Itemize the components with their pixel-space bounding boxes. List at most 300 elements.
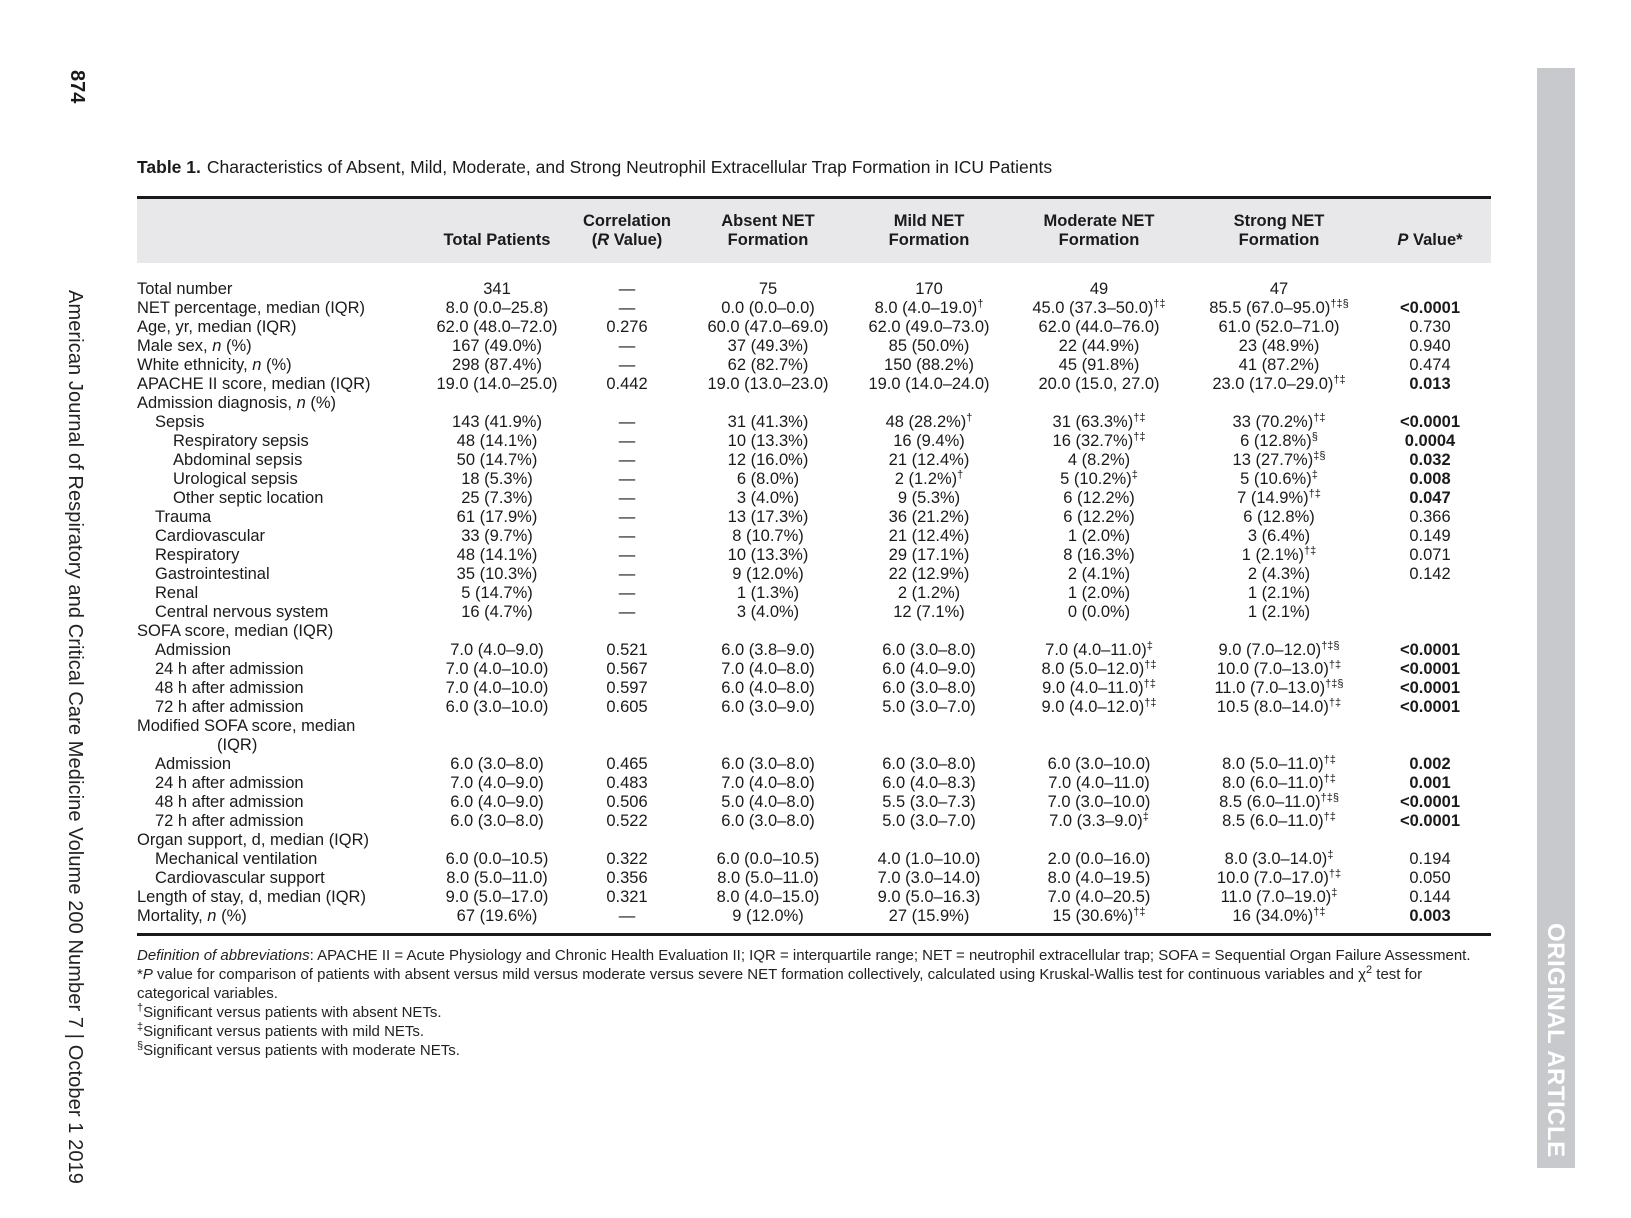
cell-strong-net xyxy=(1189,869,1369,888)
cell-mild-net xyxy=(849,280,1009,299)
cell-absent-net xyxy=(687,584,849,603)
journal-citation: American Journal of Respiratory and Critical Care Medicine Volume 200 Number 7 | October 1 2019 xyxy=(64,290,86,1185)
cell-absent-net xyxy=(687,660,849,679)
row-label-part: Admission xyxy=(155,641,232,659)
table-row xyxy=(137,660,1491,679)
cell-absent-net xyxy=(687,812,849,831)
cell-correlation-value: 0.605 xyxy=(606,698,648,716)
table-row xyxy=(137,356,1491,375)
cell-mild-net xyxy=(849,850,1009,869)
table-footnotes xyxy=(137,946,1497,1060)
cell-strong-net-value: 8.0 (6.0–11.0) xyxy=(1222,774,1324,792)
cell-p-value-value: 0.003 xyxy=(1409,907,1451,925)
row-label-text xyxy=(137,831,369,849)
cell-strong-net xyxy=(1189,508,1369,527)
table-row xyxy=(137,774,1491,793)
cell-absent-net-value: 12 (16.0%) xyxy=(727,451,809,469)
significance-marker: †‡ xyxy=(1133,431,1146,443)
cell-p-value-value: 0.940 xyxy=(1409,337,1451,355)
cell-strong-net xyxy=(1189,774,1369,793)
cell-moderate-net-value: 7.0 (4.0–11.0) xyxy=(1045,641,1147,659)
row-label-italic: n xyxy=(212,337,222,355)
cell-p-value-value: 0.050 xyxy=(1409,869,1451,887)
cell-total-patients-value: 6.0 (3.0–10.0) xyxy=(445,698,549,716)
row-label xyxy=(137,755,427,774)
cell-correlation xyxy=(567,888,687,907)
cell-strong-net xyxy=(1189,698,1369,717)
cell-p-value xyxy=(1369,432,1491,451)
significance-marker: †‡ xyxy=(1323,811,1336,823)
cell-correlation xyxy=(567,318,687,337)
header-p-value: P Value* xyxy=(1397,231,1463,249)
cell-mild-net-value: 21 (12.4%) xyxy=(888,527,970,545)
cell-p-value-value: 0.194 xyxy=(1409,850,1451,868)
cell-absent-net xyxy=(687,565,849,584)
cell-strong-net xyxy=(1189,356,1369,375)
row-label-part: Respiratory xyxy=(155,546,240,564)
cell-absent-net xyxy=(687,717,849,755)
cell-total-patients-value: 7.0 (4.0–10.0) xyxy=(445,660,549,678)
row-label-text xyxy=(137,622,333,640)
cell-total-patients-value: 8.0 (5.0–11.0) xyxy=(446,869,548,887)
cell-absent-net-value: 0.0 (0.0–0.0) xyxy=(721,299,815,317)
cell-correlation-value: 0.356 xyxy=(606,869,648,887)
cell-correlation-value: — xyxy=(618,413,636,431)
cell-correlation-value: 0.465 xyxy=(606,755,648,773)
row-label-text xyxy=(137,489,323,507)
cell-mild-net xyxy=(849,470,1009,489)
cell-correlation-value: 0.567 xyxy=(606,660,648,678)
cell-mild-net xyxy=(849,812,1009,831)
row-label-text xyxy=(137,413,205,431)
row-label xyxy=(137,793,427,812)
significance-marker: †‡ xyxy=(1133,906,1146,918)
cell-strong-net xyxy=(1189,850,1369,869)
cell-correlation xyxy=(567,812,687,831)
cell-total-patients-value: 5 (14.7%) xyxy=(461,584,533,602)
row-label-text xyxy=(137,698,304,716)
significance-marker: †‡ xyxy=(1328,697,1342,709)
cell-mild-net-value: 5.0 (3.0–7.0) xyxy=(882,812,976,830)
row-label-text xyxy=(137,774,304,792)
row-label-part: (%) xyxy=(261,356,292,374)
cell-strong-net xyxy=(1189,299,1369,318)
significance-marker: †‡ xyxy=(1144,659,1157,671)
cell-absent-net-value: 7.0 (4.0–8.0) xyxy=(721,660,815,678)
cell-mild-net xyxy=(849,869,1009,888)
cell-mild-net-value: 5.0 (3.0–7.0) xyxy=(882,698,976,716)
cell-p-value xyxy=(1369,641,1491,660)
row-label-part: Mortality, xyxy=(137,907,208,925)
row-label xyxy=(137,717,427,755)
table-row xyxy=(137,831,1491,850)
cell-moderate-net xyxy=(1009,603,1189,622)
cell-strong-net xyxy=(1189,337,1369,356)
cell-correlation-value: 0.521 xyxy=(606,641,648,659)
cell-absent-net xyxy=(687,888,849,907)
cell-absent-net xyxy=(687,641,849,660)
cell-absent-net-value: 60.0 (47.0–69.0) xyxy=(707,318,829,336)
cell-p-value-value: <0.0001 xyxy=(1399,793,1461,811)
significance-marker: ‡§ xyxy=(1313,450,1326,462)
row-label-part: Other septic location xyxy=(173,489,324,507)
cell-mild-net xyxy=(849,565,1009,584)
cell-p-value-value: <0.0001 xyxy=(1399,299,1461,317)
significance-marker: ‡ xyxy=(1142,811,1149,823)
cell-absent-net xyxy=(687,603,849,622)
cell-p-value xyxy=(1369,679,1491,698)
data-table xyxy=(137,280,1491,926)
table-row xyxy=(137,717,1491,755)
row-label-part: Trauma xyxy=(155,508,212,526)
cell-p-value-value: 0.047 xyxy=(1409,489,1451,507)
cell-strong-net-value: 23.0 (17.0–29.0) xyxy=(1212,375,1334,393)
cell-mild-net-value: 16 (9.4%) xyxy=(893,432,965,450)
row-label-text xyxy=(137,375,371,393)
cell-moderate-net-value: 7.0 (4.0–11.0) xyxy=(1048,774,1150,792)
row-label-text xyxy=(137,584,198,602)
row-label-part: Cardiovascular xyxy=(155,527,266,545)
cell-moderate-net-value: 20.0 (15.0, 27.0) xyxy=(1038,375,1160,393)
cell-absent-net xyxy=(687,831,849,850)
cell-p-value-value: 0.730 xyxy=(1409,318,1451,336)
row-label-text xyxy=(137,717,355,735)
cell-total-patients-value: 6.0 (3.0–8.0) xyxy=(450,755,544,773)
significance-marker: †‡§ xyxy=(1325,678,1344,690)
cell-moderate-net-value: 7.0 (3.0–10.0) xyxy=(1047,793,1151,811)
cell-total-patients xyxy=(427,679,567,698)
significance-marker: †‡§ xyxy=(1321,640,1340,652)
cell-absent-net-value: 13 (17.3%) xyxy=(727,508,809,526)
cell-correlation xyxy=(567,565,687,584)
cell-p-value xyxy=(1369,470,1491,489)
cell-correlation xyxy=(567,907,687,926)
cell-absent-net xyxy=(687,413,849,432)
table-row xyxy=(137,337,1491,356)
cell-moderate-net-value: 22 (44.9%) xyxy=(1058,337,1140,355)
cell-total-patients-value: 167 (49.0%) xyxy=(452,337,542,355)
cell-strong-net-value: 8.0 (3.0–14.0) xyxy=(1224,850,1328,868)
cell-p-value-value: <0.0001 xyxy=(1399,812,1461,830)
cell-absent-net-value: 31 (41.3%) xyxy=(727,413,809,431)
cell-correlation xyxy=(567,641,687,660)
cell-strong-net xyxy=(1189,318,1369,337)
cell-moderate-net xyxy=(1009,831,1189,850)
row-label-text xyxy=(137,641,231,659)
cell-absent-net xyxy=(687,375,849,394)
cell-absent-net-value: 37 (49.3%) xyxy=(727,337,809,355)
cell-absent-net xyxy=(687,774,849,793)
cell-total-patients-value: 19.0 (14.0–25.0) xyxy=(436,375,558,393)
cell-mild-net-value: 9 (5.3%) xyxy=(897,489,961,507)
cell-absent-net xyxy=(687,907,849,926)
cell-strong-net-value: 10.0 (7.0–13.0) xyxy=(1216,660,1329,678)
cell-strong-net-value: 1 (2.1%) xyxy=(1247,584,1311,602)
cell-strong-net-value: 2 (4.3%) xyxy=(1247,565,1311,583)
table-row xyxy=(137,451,1491,470)
cell-total-patients-value: 341 xyxy=(483,280,511,298)
cell-moderate-net-value: 62.0 (44.0–76.0) xyxy=(1038,318,1160,336)
cell-strong-net xyxy=(1189,603,1369,622)
row-label-part: Central nervous system xyxy=(155,603,329,621)
cell-strong-net xyxy=(1189,793,1369,812)
significance-marker: †‡ xyxy=(1153,298,1166,310)
row-label xyxy=(137,641,427,660)
cell-total-patients-value: 48 (14.1%) xyxy=(456,432,538,450)
row-label-italic: n xyxy=(296,394,306,412)
cell-absent-net-value: 6.0 (4.0–8.0) xyxy=(721,679,815,697)
cell-total-patients xyxy=(427,299,567,318)
row-label-part: Respiratory sepsis xyxy=(173,432,309,450)
cell-strong-net xyxy=(1189,622,1369,641)
cell-absent-net-value: 10 (13.3%) xyxy=(727,432,809,450)
cell-absent-net-value: 5.0 (4.0–8.0) xyxy=(721,793,815,811)
cell-total-patients-value: 33 (9.7%) xyxy=(461,527,533,545)
cell-p-value xyxy=(1369,508,1491,527)
cell-p-value xyxy=(1369,907,1491,926)
cell-correlation-value: — xyxy=(618,299,636,317)
cell-total-patients xyxy=(427,508,567,527)
row-label-part: (%) xyxy=(221,337,252,355)
table-row xyxy=(137,375,1491,394)
cell-p-value xyxy=(1369,698,1491,717)
cell-mild-net xyxy=(849,831,1009,850)
cell-absent-net xyxy=(687,679,849,698)
cell-moderate-net-value: 9.0 (4.0–11.0) xyxy=(1042,679,1144,697)
row-label xyxy=(137,679,427,698)
cell-absent-net xyxy=(687,850,849,869)
cell-total-patients xyxy=(427,717,567,755)
row-label xyxy=(137,831,427,850)
cell-total-patients xyxy=(427,413,567,432)
row-label-part: Total number xyxy=(137,280,233,298)
row-label-part: Length of stay, d, median (IQR) xyxy=(137,888,366,906)
cell-mild-net-value: 22 (12.9%) xyxy=(888,565,970,583)
cell-absent-net xyxy=(687,394,849,413)
cell-moderate-net-value: 45.0 (37.3–50.0) xyxy=(1032,299,1154,317)
row-label-text xyxy=(137,565,270,583)
cell-mild-net xyxy=(849,584,1009,603)
cell-absent-net xyxy=(687,546,849,565)
cell-absent-net xyxy=(687,318,849,337)
cell-p-value-value: 0.032 xyxy=(1409,451,1451,469)
cell-total-patients-value: 9.0 (5.0–17.0) xyxy=(445,888,549,906)
cell-correlation-value: — xyxy=(618,432,636,450)
row-label xyxy=(137,508,427,527)
table-row xyxy=(137,432,1491,451)
cell-mild-net xyxy=(849,413,1009,432)
row-label xyxy=(137,356,427,375)
row-label-text xyxy=(137,888,366,906)
cell-moderate-net xyxy=(1009,337,1189,356)
cell-total-patients-value: 18 (5.3%) xyxy=(461,470,533,488)
cell-moderate-net xyxy=(1009,375,1189,394)
cell-total-patients xyxy=(427,565,567,584)
row-label-text xyxy=(137,546,239,564)
row-label xyxy=(137,280,427,299)
table-title xyxy=(137,157,1052,178)
cell-strong-net xyxy=(1189,679,1369,698)
cell-p-value-value: <0.0001 xyxy=(1399,679,1461,697)
cell-strong-net xyxy=(1189,584,1369,603)
row-label-part: 48 h after admission xyxy=(155,679,304,697)
cell-p-value xyxy=(1369,546,1491,565)
row-label xyxy=(137,888,427,907)
cell-p-value xyxy=(1369,660,1491,679)
row-label xyxy=(137,527,427,546)
cell-p-value xyxy=(1369,356,1491,375)
cell-strong-net xyxy=(1189,755,1369,774)
cell-correlation-value: — xyxy=(618,356,636,374)
cell-correlation-value: 0.322 xyxy=(606,850,648,868)
cell-mild-net-value: 48 (28.2%) xyxy=(885,413,967,431)
cell-correlation xyxy=(567,394,687,413)
cell-correlation xyxy=(567,755,687,774)
row-label xyxy=(137,489,427,508)
cell-p-value xyxy=(1369,869,1491,888)
cell-absent-net-value: 19.0 (13.0–23.0) xyxy=(707,375,829,393)
row-label-continuation: (IQR) xyxy=(217,736,258,754)
cell-correlation-value: 0.483 xyxy=(606,774,648,792)
cell-strong-net xyxy=(1189,451,1369,470)
cell-total-patients xyxy=(427,451,567,470)
cell-moderate-net-value: 0 (0.0%) xyxy=(1067,603,1131,621)
cell-moderate-net xyxy=(1009,755,1189,774)
table-row xyxy=(137,470,1491,489)
cell-strong-net-value: 13 (27.7%) xyxy=(1232,451,1314,469)
cell-absent-net xyxy=(687,470,849,489)
cell-p-value xyxy=(1369,774,1491,793)
cell-moderate-net xyxy=(1009,888,1189,907)
cell-moderate-net xyxy=(1009,698,1189,717)
cell-absent-net-value: 6.0 (3.0–8.0) xyxy=(721,755,815,773)
cell-correlation xyxy=(567,356,687,375)
significance-marker: †‡ xyxy=(1313,906,1326,918)
table-row xyxy=(137,584,1491,603)
cell-correlation-value: — xyxy=(618,508,636,526)
cell-moderate-net xyxy=(1009,565,1189,584)
row-label xyxy=(137,394,427,413)
cell-total-patients xyxy=(427,793,567,812)
cell-correlation xyxy=(567,432,687,451)
header-strong-net: Strong NET Formation xyxy=(1233,212,1325,249)
cell-total-patients-value: 8.0 (0.0–25.8) xyxy=(445,299,549,317)
cell-mild-net-value: 6.0 (3.0–8.0) xyxy=(882,755,976,773)
cell-strong-net-value: 9.0 (7.0–12.0) xyxy=(1218,641,1322,659)
cell-correlation xyxy=(567,470,687,489)
cell-strong-net-value: 23 (48.9%) xyxy=(1238,337,1320,355)
cell-strong-net-value: 10.0 (7.0–17.0) xyxy=(1216,869,1329,887)
row-label-text xyxy=(137,299,365,317)
cell-moderate-net-value: 8 (16.3%) xyxy=(1063,546,1135,564)
row-label-part: Admission xyxy=(155,755,232,773)
cell-total-patients xyxy=(427,812,567,831)
cell-mild-net xyxy=(849,432,1009,451)
table-row xyxy=(137,318,1491,337)
cell-moderate-net xyxy=(1009,907,1189,926)
cell-total-patients xyxy=(427,432,567,451)
cell-moderate-net-value: 16 (32.7%) xyxy=(1052,432,1134,450)
significance-marker: ‡ xyxy=(1146,640,1153,652)
cell-strong-net-value: 6 (12.8%) xyxy=(1243,508,1315,526)
cell-total-patients-value: 6.0 (0.0–10.5) xyxy=(445,850,549,868)
row-label xyxy=(137,622,427,641)
cell-absent-net xyxy=(687,432,849,451)
cell-strong-net-value: 61.0 (52.0–71.0) xyxy=(1218,318,1340,336)
table-row xyxy=(137,641,1491,660)
cell-correlation xyxy=(567,508,687,527)
cell-strong-net-value: 1 (2.1%) xyxy=(1241,546,1305,564)
cell-moderate-net xyxy=(1009,869,1189,888)
row-label-part: Modified SOFA score, median xyxy=(137,717,356,735)
cell-p-value xyxy=(1369,489,1491,508)
cell-absent-net-value: 6.0 (3.8–9.0) xyxy=(721,641,815,659)
cell-p-value xyxy=(1369,413,1491,432)
cell-p-value xyxy=(1369,299,1491,318)
cell-absent-net xyxy=(687,451,849,470)
cell-correlation-value: 0.522 xyxy=(606,812,648,830)
cell-total-patients xyxy=(427,527,567,546)
cell-correlation-value: 0.276 xyxy=(606,318,648,336)
row-label xyxy=(137,546,427,565)
cell-correlation xyxy=(567,679,687,698)
cell-moderate-net xyxy=(1009,413,1189,432)
cell-total-patients xyxy=(427,584,567,603)
cell-total-patients xyxy=(427,831,567,850)
cell-p-value xyxy=(1369,755,1491,774)
cell-strong-net xyxy=(1189,432,1369,451)
row-label-text xyxy=(137,679,304,697)
cell-moderate-net-value: 1 (2.0%) xyxy=(1067,527,1131,545)
cell-absent-net-value: 9 (12.0%) xyxy=(732,907,804,925)
cell-moderate-net xyxy=(1009,451,1189,470)
cell-total-patients-value: 298 (87.4%) xyxy=(452,356,542,374)
significance-marker: †‡ xyxy=(1144,697,1157,709)
significance-marker: †‡ xyxy=(1313,412,1326,424)
footnote-abbreviations: Definition of abbreviations: APACHE II = Acute Physiology and Chronic Health Evaluation II; IQR = interquartile range; NET = neutrophil extracellular trap; SOFA = Sequential Organ Failure Assessment. xyxy=(137,947,1471,964)
row-label xyxy=(137,812,427,831)
table-label: Table 1. xyxy=(137,157,201,177)
cell-correlation xyxy=(567,375,687,394)
row-label-text xyxy=(137,527,265,545)
cell-moderate-net xyxy=(1009,717,1189,755)
cell-correlation xyxy=(567,831,687,850)
cell-absent-net xyxy=(687,755,849,774)
cell-moderate-net xyxy=(1009,394,1189,413)
cell-total-patients-value: 25 (7.3%) xyxy=(461,489,533,507)
cell-absent-net xyxy=(687,280,849,299)
row-label xyxy=(137,565,427,584)
cell-mild-net-value: 12 (7.1%) xyxy=(893,603,965,621)
row-label-text xyxy=(137,755,231,773)
cell-p-value-value: 0.071 xyxy=(1409,546,1451,564)
cell-correlation xyxy=(567,622,687,641)
row-label-text xyxy=(137,812,304,830)
row-label xyxy=(137,774,427,793)
cell-mild-net xyxy=(849,755,1009,774)
row-label xyxy=(137,869,427,888)
cell-moderate-net xyxy=(1009,280,1189,299)
cell-p-value xyxy=(1369,451,1491,470)
significance-marker: †‡ xyxy=(1143,678,1156,690)
row-label xyxy=(137,660,427,679)
table-row xyxy=(137,850,1491,869)
cell-total-patients xyxy=(427,869,567,888)
cell-absent-net xyxy=(687,698,849,717)
table-caption: Characteristics of Absent, Mild, Moderate, and Strong Neutrophil Extracellular Trap Formation in ICU Patients xyxy=(206,157,1053,177)
row-label-text xyxy=(137,394,336,412)
row-label-text xyxy=(137,451,302,469)
